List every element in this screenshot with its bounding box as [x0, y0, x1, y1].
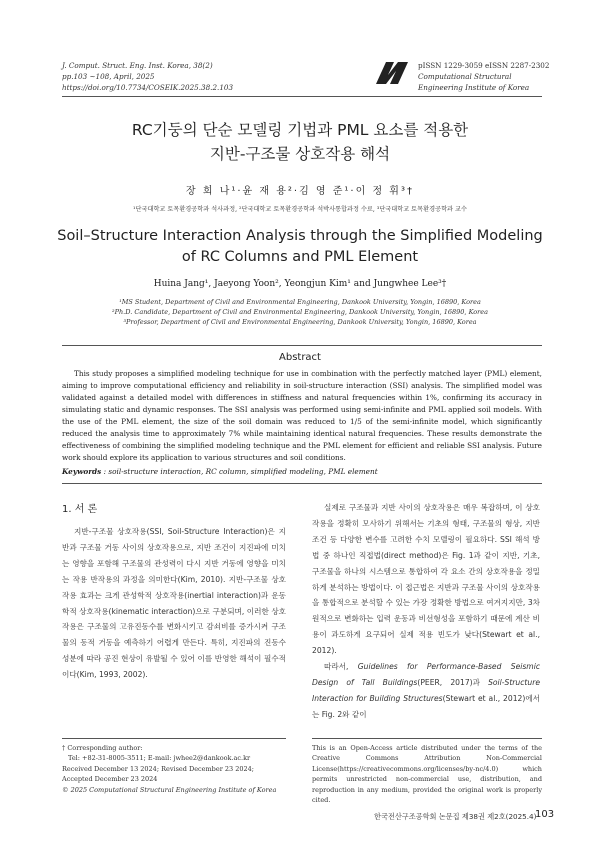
accepted-date: Accepted December 23 2024	[62, 775, 158, 784]
title-ko-line-2: 지반-구조물 상호작용 해석	[209, 145, 391, 163]
journal-logo-icon	[374, 58, 410, 88]
authors-en: Huina Jang¹, Jaeyong Yoon², Yeongjun Kim¹ and Jungwhee Lee³†	[153, 279, 447, 289]
para3-text-b: (PEER, 2017)과	[417, 677, 489, 687]
para3-text-c: (Stewart et al., 2012)에서는 Fig. 2와 같이	[312, 693, 541, 719]
publisher-line-1: Computational Structural	[418, 72, 512, 81]
section-heading-introduction: 1. 서 론	[62, 504, 98, 515]
footnote-right-license: This is an Open-Access article distributed under the terms of the Creative Commons Attribution Non-Commercial License(https://creativecommons.org/licenses/by-nc/4.0) which permits unrestricted non-commercial use, distribution, and reproduction in any medium, provided the original work is properly cited.	[312, 744, 542, 805]
intro-paragraph-2: 실제로 구조물과 지반 사이의 상호작용은 매우 복잡하며, 이 상호작용을 정확히 모사하기 위해서는 기초의 형태, 구조물의 형상, 지반 조건 등 다양한 변수를 고려한 수치 모델링이 필요하다. SSI 해석 방법 중 하나인 직접법(direct method)은 Fig. 1과 같이 지반, 기초, 구조물을 하나의 시스템으로 통합하여 각 요소 간의 상호작용을 정밀하게 분석하는 방법이다. 이 접근법은 지반과 구조물 사이의 상호작용을 통합적으로 분석할 수 있는 가장 정확한 방법으로 여겨지지만, 3차원적으로 변화하는 입력 운동과 비선형성을 포함하기 때문에 계산 비용이 과도하게 요구되어 실제 적용 빈도가 낮다(Stewart et al., 2012).	[312, 503, 540, 656]
corresponding-author-label: † Corresponding author:	[62, 744, 143, 752]
publisher-line-2: Engineering Institute of Korea	[418, 83, 530, 92]
page-number: 103	[535, 809, 555, 820]
footnote-rule-left	[62, 738, 286, 739]
footnote-rule-right	[312, 738, 542, 739]
affiliation-2: ²Ph.D. Candidate, Department of Civil and Environmental Engineering, Dankook University, Yongin, 16890, Korea	[112, 308, 488, 316]
affiliation-3: ³Professor, Department of Civil and Environmental Engineering, Dankook University, Yongin, 16890, Korea	[123, 318, 477, 326]
copyright: © 2025 Computational Structural Engineering Institute of Korea	[62, 785, 277, 794]
title-ko-line-1: RC기둥의 단순 모델링 기법과 PML 요소를 적용한	[131, 121, 469, 139]
affiliation-1: ¹MS Student, Department of Civil and Environmental Engineering, Dankook University, Yongin, 16890, Korea	[119, 298, 481, 306]
footnote-left	[62, 743, 286, 795]
issn: pISSN 1229-3059 eISSN 2287-2302	[418, 61, 550, 70]
affiliations-ko: ¹단국대학교 토목환경공학과 석사과정, ²단국대학교 토목환경공학과 석박사통합과정 수료, ³단국대학교 토목환경공학과 교수	[133, 206, 467, 213]
keywords: Keywords : soil-structure interaction, RC column, simplified modeling, PML element	[62, 467, 378, 476]
title-en-line-2: of RC Columns and PML Element	[181, 249, 419, 265]
authors-ko: 장 희 나¹·윤 재 용²·김 영 준¹·이 정 휘³†	[186, 186, 414, 197]
abstract-heading: Abstract	[279, 352, 321, 363]
keywords-text: soil-structure interaction, RC column, simplified modeling, PML element	[108, 467, 378, 476]
paper-title-en	[40, 226, 560, 268]
corresponding-author-contact: Tel: +82-31-8005-3511; E-mail: jwhee2@dankook.ac.kr	[68, 754, 251, 763]
body-column-right	[312, 500, 540, 723]
para3-ref-title-2: Soil-Structure Interaction for Building Structures	[312, 677, 540, 703]
para3-text-a: 따라서,	[324, 662, 358, 672]
received-date: Received December 13 2024; Revised December 23 2024;	[62, 764, 254, 773]
title-en-line-1: Soil–Structure Interaction Analysis through the Simplified Modeling	[57, 228, 543, 244]
citation-line-1: J. Comput. Struct. Eng. Inst. Korea, 38(2)	[62, 61, 213, 70]
paper-title-ko	[0, 118, 600, 166]
intro-paragraph-1: 지반-구조물 상호작용(SSI, Soil-Structure Interaction)은 지반과 구조물 거동 사이의 상호작용으로, 지반 조건이 지진파에 미치는 영향을 포함해 구조물의 관성력이 다시 지반 거동에 영향을 미치는 작용 반작용의 과정을 의미한다(Kim, 2010). 지반-구조물 상호작용 효과는 크게 관성학적 상호작용(inertial interaction)과 운동학적 상호작용(kinematic interaction)으로 구분되며, 이러한 상호작용은 구조물의 고유진동수를 변화시키고 감쇠비를 증가시켜 구조물의 동적 거동을 예측하기 어렵게 만든다. 특히, 지진파의 진동수 성분에 따라 공진 현상이 유발될 수 있어 이를 반영한 해석이 필수적이다(Kim, 1993, 2002).	[62, 527, 286, 680]
page-footer-journal: 한국전산구조공학회 논문집 제38권 제2호(2025.4)	[374, 812, 537, 821]
journal-issn-block	[418, 60, 549, 93]
journal-citation	[62, 60, 233, 93]
header-rule	[62, 96, 542, 97]
abstract-bottom-rule	[62, 483, 542, 484]
doi-link[interactable]: https://doi.org/10.7734/COSEIK.2025.38.2.103	[62, 83, 234, 92]
intro-paragraph-3	[312, 659, 540, 723]
affiliations-en	[40, 297, 560, 327]
body-column-left	[62, 524, 286, 683]
abstract-body: This study proposes a simplified modeling technique for use in combination with the perfectly matched layer (PML) element, aiming to improve computational efficiency and reliability in soil-structure interaction (SSI) analysis. The simplified model was validated against a detailed model with differences in stiffness and natural frequencies within 1%, confirming its accuracy in simulating static and dynamic responses. The SSI analysis was performed using semi-infinite and PML applied soil models. With the use of the PML element, the size of the soil domain was reduced to 1/5 of the semi-infinite model, which significantly reduced the analysis time to approximately 7% while maintaining identical natural frequencies. These results demonstrate the effectiveness of combining the simplified modeling technique and the PML element for efficient and reliable SSI analysis. Future work should explore its application to various structures and soil conditions.	[62, 369, 542, 462]
keywords-label: Keywords	[62, 467, 102, 476]
abstract-top-rule	[62, 345, 542, 346]
citation-line-2: pp.103 ~108, April, 2025	[62, 72, 155, 81]
para3-ref-title-1: Guidelines for Performance-Based Seismic Design of Tall Buildings	[312, 662, 540, 687]
